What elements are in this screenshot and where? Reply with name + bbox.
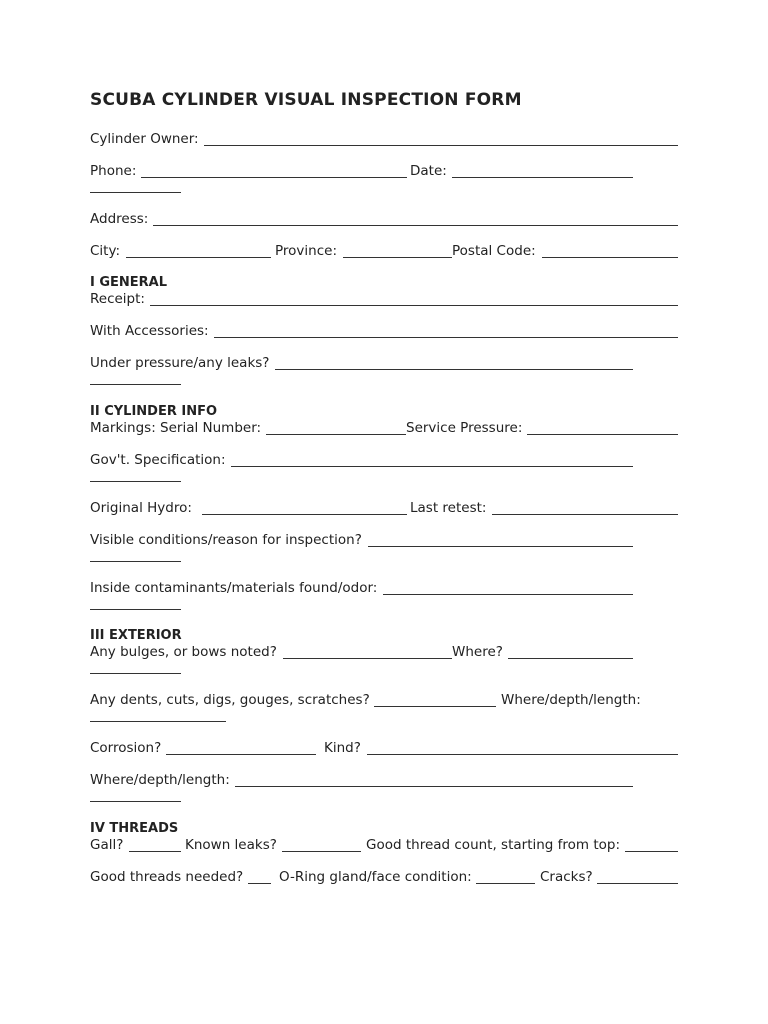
dents-field[interactable] — [374, 706, 496, 707]
owner-label: Cylinder Owner: — [90, 131, 199, 147]
service-pressure-field[interactable] — [527, 434, 678, 435]
corrosion-where-field-continued[interactable] — [90, 801, 181, 802]
pressure-leaks-field[interactable] — [275, 369, 633, 370]
threads-needed-label: Good threads needed? — [90, 869, 244, 885]
original-hydro-field[interactable] — [202, 514, 407, 515]
known-leaks-label: Known leaks? — [185, 837, 277, 853]
visible-conditions-field[interactable] — [368, 546, 633, 547]
accessories-field[interactable] — [214, 337, 678, 338]
province-field[interactable] — [343, 257, 452, 258]
receipt-label: Receipt: — [90, 291, 145, 307]
address-field[interactable] — [153, 225, 678, 226]
phone-field[interactable] — [141, 177, 407, 178]
date-field-continued[interactable] — [90, 192, 181, 193]
bulges-label: Any bulges, or bows noted? — [90, 644, 277, 660]
corrosion-where-label: Where/depth/length: — [90, 772, 230, 788]
last-retest-field[interactable] — [492, 514, 678, 515]
govt-spec-field-continued[interactable] — [90, 481, 181, 482]
corrosion-label: Corrosion? — [90, 740, 162, 756]
gall-label: Gall? — [90, 837, 124, 853]
date-label: Date: — [410, 163, 447, 179]
corrosion-kind-label: Kind? — [324, 740, 361, 756]
gall-field[interactable] — [129, 851, 181, 852]
pressure-leaks-field-continued[interactable] — [90, 384, 181, 385]
serial-number-field[interactable] — [266, 434, 406, 435]
phone-label: Phone: — [90, 163, 137, 179]
corrosion-kind-field[interactable] — [367, 754, 678, 755]
section-exterior-heading: III EXTERIOR — [90, 628, 182, 643]
bulges-where-field-continued[interactable] — [90, 673, 181, 674]
oring-condition-field[interactable] — [476, 883, 535, 884]
cracks-label: Cracks? — [540, 869, 593, 885]
visible-conditions-field-continued[interactable] — [90, 561, 181, 562]
thread-count-label: Good thread count, starting from top: — [366, 837, 621, 853]
section-cylinder-heading: II CYLINDER INFO — [90, 404, 218, 419]
corrosion-field[interactable] — [166, 754, 316, 755]
section-threads-heading: IV THREADS — [90, 821, 179, 836]
corrosion-where-field[interactable] — [235, 786, 633, 787]
oring-condition-label: O-Ring gland/face condition: — [279, 869, 472, 885]
cracks-field[interactable] — [597, 883, 678, 884]
receipt-field[interactable] — [150, 305, 678, 306]
address-label: Address: — [90, 211, 149, 227]
owner-field[interactable] — [204, 145, 678, 146]
bulges-where-field[interactable] — [508, 658, 633, 659]
govt-spec-field[interactable] — [231, 466, 633, 467]
section-general-heading: I GENERAL — [90, 275, 168, 290]
known-leaks-field[interactable] — [282, 851, 361, 852]
inside-contaminants-label: Inside contaminants/materials found/odor: — [90, 580, 378, 596]
accessories-label: With Accessories: — [90, 323, 209, 339]
dents-where-field[interactable] — [90, 721, 226, 722]
original-hydro-label: Original Hydro: — [90, 500, 192, 516]
inside-contaminants-field-continued[interactable] — [90, 609, 181, 610]
postal-code-field[interactable] — [542, 257, 678, 258]
postal-code-label: Postal Code: — [452, 243, 536, 259]
date-field[interactable] — [452, 177, 633, 178]
last-retest-label: Last retest: — [410, 500, 487, 516]
inside-contaminants-field[interactable] — [383, 594, 633, 595]
thread-count-field[interactable] — [625, 851, 678, 852]
city-field[interactable] — [126, 257, 271, 258]
pressure-leaks-label: Under pressure/any leaks? — [90, 355, 270, 371]
govt-spec-label: Gov't. Specification: — [90, 452, 226, 468]
serial-number-label: Markings: Serial Number: — [90, 420, 262, 436]
threads-needed-field[interactable] — [248, 883, 271, 884]
service-pressure-label: Service Pressure: — [406, 420, 523, 436]
city-label: City: — [90, 243, 121, 259]
form-title: SCUBA CYLINDER VISUAL INSPECTION FORM — [90, 90, 522, 110]
visible-conditions-label: Visible conditions/reason for inspection? — [90, 532, 362, 548]
bulges-where-label: Where? — [452, 644, 503, 660]
dents-where-label: Where/depth/length: — [501, 692, 641, 708]
province-label: Province: — [275, 243, 337, 259]
bulges-field[interactable] — [283, 658, 452, 659]
dents-label: Any dents, cuts, digs, gouges, scratches? — [90, 692, 370, 708]
